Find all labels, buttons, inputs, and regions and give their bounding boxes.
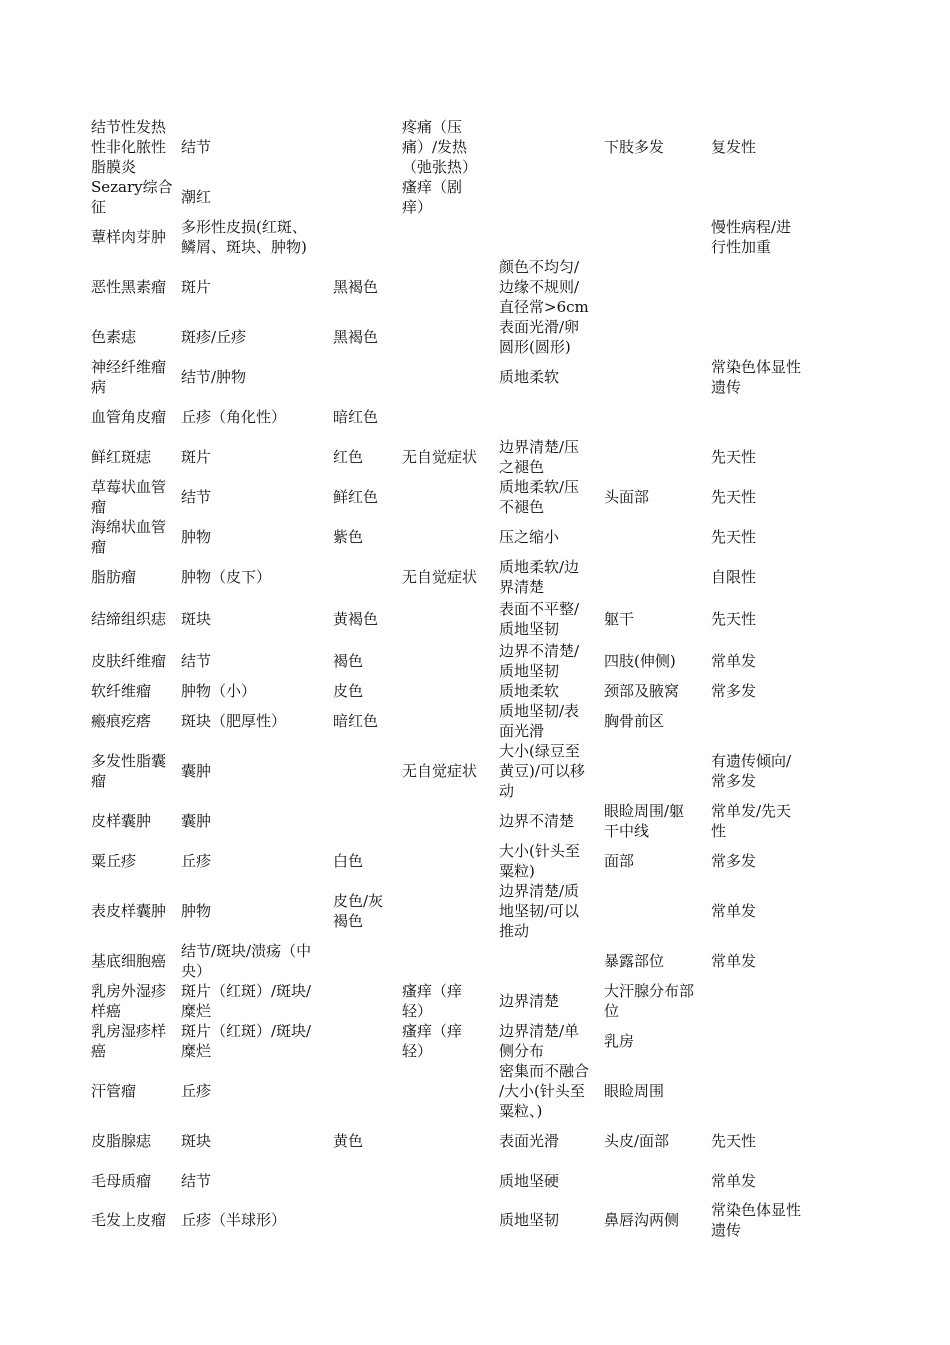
cell-disease-name: 海绵状血管 瘤	[91, 518, 167, 556]
table-row	[88, 1061, 818, 1121]
cell-color: 白色	[333, 852, 364, 870]
cell-color: 紫色	[333, 528, 364, 546]
cell-location	[601, 741, 708, 801]
cell-lesion-type: 斑块	[181, 1132, 212, 1150]
cell-symptom	[399, 881, 496, 941]
cell-location: 暴露部位	[604, 952, 665, 970]
cell-note: 先天性	[711, 448, 757, 466]
table-row	[88, 557, 818, 597]
cell-lesion-type: 结节	[181, 488, 212, 506]
cell-disease-name: 表皮样囊肿	[91, 902, 167, 920]
cell-location	[601, 177, 708, 217]
cell-feature: 边界不清楚	[499, 812, 575, 830]
cell-color: 黑褐色	[333, 328, 379, 346]
cell-disease-name: 瘢痕疙瘩	[91, 712, 152, 730]
cell-lesion-type: 斑片（红斑）/斑块/ 糜烂	[181, 1022, 312, 1060]
cell-symptom	[399, 640, 496, 681]
table-row	[88, 217, 818, 257]
cell-color: 黄褐色	[333, 609, 379, 628]
cell-feature: 质地柔软	[499, 682, 560, 700]
table-row	[88, 477, 818, 517]
cell-note	[708, 981, 818, 1021]
cell-color	[330, 1021, 399, 1061]
table-row	[88, 597, 818, 640]
table-row	[88, 397, 818, 437]
cell-lesion-type: 结节	[181, 651, 212, 670]
cell-feature: 表面光滑	[499, 1132, 560, 1150]
cell-disease-name: 色素痣	[91, 328, 137, 346]
cell-note: 先天性	[711, 609, 757, 628]
cell-symptom	[399, 701, 496, 741]
cell-color	[330, 357, 399, 397]
cell-note: 有遗传倾向/ 常多发	[711, 752, 792, 790]
cell-lesion-type: 结节	[181, 1171, 212, 1190]
cell-disease-name: 皮肤纤维瘤	[91, 651, 167, 670]
table-row	[88, 1200, 818, 1240]
cell-note: 自限性	[711, 568, 757, 586]
cell-location: 面部	[604, 852, 635, 870]
cell-note: 先天性	[711, 1132, 757, 1150]
table-row	[88, 1121, 818, 1161]
cell-location	[601, 357, 708, 397]
cell-color	[330, 741, 399, 801]
cell-note: 常多发	[711, 852, 757, 870]
cell-location: 头皮/面部	[604, 1132, 670, 1150]
cell-symptom	[399, 1061, 496, 1121]
cell-feature	[496, 177, 601, 217]
cell-disease-name: 蕈样肉芽肿	[91, 228, 167, 246]
cell-symptom	[399, 257, 496, 317]
cell-note	[708, 177, 818, 217]
cell-note: 先天性	[711, 528, 757, 546]
table-row	[88, 357, 818, 397]
cell-symptom	[399, 941, 496, 981]
cell-lesion-type: 丘疹（角化性）	[181, 408, 287, 426]
cell-note: 常染色体显性 遗传	[711, 1201, 802, 1239]
cell-symptom	[399, 397, 496, 437]
cell-color: 褐色	[333, 651, 364, 670]
cell-disease-name: 结缔组织痣	[91, 609, 167, 628]
table-row	[88, 257, 818, 317]
table-row	[88, 741, 818, 801]
cell-location	[601, 881, 708, 941]
cell-feature: 质地柔软	[499, 368, 560, 386]
cell-lesion-type: 斑片	[181, 448, 212, 466]
cell-note: 复发性	[711, 138, 757, 156]
cell-disease-name: 粟丘疹	[91, 852, 137, 870]
table-row	[88, 437, 818, 477]
table-row	[88, 1161, 818, 1200]
table-row	[88, 177, 818, 217]
cell-location	[601, 517, 708, 557]
cell-location	[601, 1161, 708, 1200]
cell-color: 鲜红色	[333, 488, 379, 506]
cell-disease-name: 汗管瘤	[91, 1082, 137, 1100]
cell-location	[601, 557, 708, 597]
cell-disease-name: Sezary综合 征	[91, 178, 173, 216]
cell-location: 下肢多发	[604, 138, 665, 156]
table-row	[88, 517, 818, 557]
cell-location	[601, 317, 708, 357]
cell-color	[330, 557, 399, 597]
cell-lesion-type: 斑片（红斑）/斑块/ 糜烂	[181, 982, 312, 1020]
cell-disease-name: 多发性脂囊 瘤	[91, 752, 167, 790]
cell-symptom: 瘙痒（剧 痒）	[402, 178, 463, 216]
cell-lesion-type: 斑疹/丘疹	[181, 328, 247, 346]
cell-location: 躯干	[604, 609, 635, 628]
cell-disease-name: 血管角皮瘤	[91, 408, 167, 426]
cell-symptom	[399, 317, 496, 357]
cell-lesion-type: 斑块（肥厚性）	[181, 712, 287, 730]
cell-disease-name: 乳房湿疹样 癌	[91, 1022, 167, 1060]
cell-color	[330, 177, 399, 217]
cell-symptom: 瘙痒（痒 轻）	[402, 1022, 463, 1060]
cell-disease-name: 恶性黑素瘤	[91, 278, 167, 296]
cell-feature: 质地柔软/压 不褪色	[499, 478, 580, 516]
cell-feature: 表面不平整/ 质地坚韧	[499, 599, 580, 638]
cell-lesion-type: 斑块	[181, 609, 212, 628]
cell-color: 皮色	[333, 682, 364, 700]
cell-disease-name: 皮脂腺痣	[91, 1132, 152, 1150]
cell-location: 眼睑周围/躯 干中线	[604, 802, 685, 840]
cell-color: 黄色	[333, 1132, 364, 1150]
cell-lesion-type: 囊肿	[181, 812, 212, 830]
cell-disease-name: 结节性发热 性非化脓性 脂膜炎	[91, 118, 167, 176]
cell-symptom	[399, 477, 496, 517]
cell-disease-name: 鲜红斑痣	[91, 448, 152, 466]
cell-symptom	[399, 357, 496, 397]
cell-lesion-type: 结节	[181, 138, 212, 156]
cell-location: 眼睑周围	[604, 1082, 665, 1100]
table-row	[88, 317, 818, 357]
cell-feature: 密集而不融合 /大小(针头至 粟粒、)	[499, 1062, 590, 1120]
cell-disease-name: 乳房外湿疹 样癌	[91, 982, 167, 1020]
table-row	[88, 841, 818, 881]
cell-symptom: 疼痛（压 痛）/发热 （弛张热）	[402, 118, 478, 176]
cell-note	[708, 397, 818, 437]
cell-feature: 边界不清楚/ 质地坚韧	[499, 641, 580, 680]
cell-location: 颈部及腋窝	[604, 682, 680, 700]
cell-location	[601, 437, 708, 477]
disease-table	[88, 117, 818, 1240]
cell-color	[330, 217, 399, 257]
cell-feature: 边界清楚/质 地坚韧/可以 推动	[499, 882, 580, 940]
cell-feature: 大小(针头至 粟粒)	[499, 842, 580, 880]
cell-lesion-type: 结节/斑块/溃疡（中 央）	[181, 942, 312, 980]
cell-symptom	[399, 597, 496, 640]
cell-feature: 质地坚韧	[499, 1211, 560, 1229]
cell-symptom: 瘙痒（痒 轻）	[402, 982, 463, 1020]
cell-feature: 表面光滑/卵 圆形(圆形)	[499, 318, 580, 356]
cell-lesion-type: 丘疹（半球形）	[181, 1211, 287, 1229]
cell-symptom	[399, 681, 496, 701]
cell-color	[330, 117, 399, 177]
cell-location	[601, 217, 708, 257]
cell-feature: 大小(绿豆至 黄豆)/可以移 动	[499, 742, 585, 800]
cell-lesion-type: 肿物（小）	[181, 682, 257, 700]
cell-location: 鼻唇沟两侧	[604, 1211, 680, 1229]
cell-location: 乳房	[604, 1032, 635, 1050]
cell-color	[330, 801, 399, 841]
cell-feature: 边界清楚	[499, 992, 560, 1010]
cell-note: 常单发/先天 性	[711, 802, 792, 840]
table-row	[88, 1021, 818, 1061]
cell-location: 大汗腺分布部 位	[604, 982, 695, 1020]
cell-lesion-type: 斑片	[181, 278, 212, 296]
cell-note: 常多发	[711, 682, 757, 700]
cell-note: 常单发	[711, 1171, 757, 1190]
cell-lesion-type: 多形性皮损(红斑、 鳞屑、斑块、肿物)	[181, 218, 307, 256]
cell-note	[708, 1061, 818, 1121]
cell-lesion-type: 肿物	[181, 528, 212, 546]
table-row	[88, 681, 818, 701]
cell-feature: 压之缩小	[499, 528, 560, 546]
cell-location: 头面部	[604, 488, 650, 506]
cell-location: 四肢(伸侧)	[604, 651, 676, 670]
cell-lesion-type: 丘疹	[181, 1082, 212, 1100]
cell-feature	[496, 217, 601, 257]
cell-color	[330, 1200, 399, 1240]
cell-symptom	[399, 517, 496, 557]
table-row	[88, 117, 818, 177]
cell-location	[601, 397, 708, 437]
cell-feature	[496, 117, 601, 177]
cell-note: 慢性病程/进 行性加重	[711, 218, 792, 256]
cell-lesion-type: 潮红	[181, 188, 212, 206]
cell-disease-name: 草莓状血管 瘤	[91, 478, 167, 516]
cell-symptom	[399, 1161, 496, 1200]
table-row	[88, 881, 818, 941]
cell-disease-name: 毛母质瘤	[91, 1171, 152, 1190]
table-row	[88, 701, 818, 741]
cell-symptom	[399, 841, 496, 881]
cell-lesion-type: 肿物	[181, 902, 212, 920]
cell-feature	[496, 941, 601, 981]
table-row	[88, 981, 818, 1021]
cell-note	[708, 257, 818, 317]
cell-feature	[496, 397, 601, 437]
cell-location: 胸骨前区	[604, 712, 665, 730]
cell-note	[708, 701, 818, 741]
cell-lesion-type: 囊肿	[181, 762, 212, 780]
cell-color: 红色	[333, 448, 364, 466]
cell-disease-name: 脂肪瘤	[91, 568, 137, 586]
table-body	[88, 117, 818, 1240]
cell-note: 常单发	[711, 651, 757, 670]
cell-color: 黑褐色	[333, 278, 379, 296]
cell-color	[330, 981, 399, 1021]
cell-lesion-type: 结节/肿物	[181, 368, 247, 386]
table-row	[88, 941, 818, 981]
cell-color	[330, 1061, 399, 1121]
cell-color: 暗红色	[333, 408, 379, 426]
cell-note: 常单发	[711, 902, 757, 920]
cell-feature: 质地柔软/边 界清楚	[499, 558, 580, 596]
cell-symptom: 无自觉症状	[402, 762, 478, 780]
cell-feature: 质地坚硬	[499, 1171, 560, 1190]
cell-symptom	[399, 801, 496, 841]
cell-note: 常染色体显性 遗传	[711, 358, 802, 396]
cell-symptom: 无自觉症状	[402, 568, 478, 586]
cell-note	[708, 317, 818, 357]
table-row	[88, 801, 818, 841]
cell-disease-name: 神经纤维瘤 病	[91, 358, 167, 396]
cell-note: 先天性	[711, 488, 757, 506]
cell-disease-name: 毛发上皮瘤	[91, 1211, 167, 1229]
cell-color: 暗红色	[333, 712, 379, 730]
cell-lesion-type: 丘疹	[181, 852, 212, 870]
cell-color	[330, 941, 399, 981]
cell-symptom	[399, 217, 496, 257]
cell-symptom: 无自觉症状	[402, 448, 478, 466]
cell-feature: 边界清楚/压 之褪色	[499, 438, 580, 476]
cell-feature: 边界清楚/单 侧分布	[499, 1022, 580, 1060]
cell-note: 常单发	[711, 952, 757, 970]
cell-symptom	[399, 1121, 496, 1161]
cell-disease-name: 基底细胞癌	[91, 952, 167, 970]
cell-note	[708, 1021, 818, 1061]
cell-color: 皮色/灰 褐色	[333, 892, 384, 930]
cell-location	[601, 257, 708, 317]
cell-feature: 质地坚韧/表 面光滑	[499, 702, 580, 740]
cell-feature: 颜色不均匀/ 边缘不规则/ 直径常>6cm	[499, 258, 589, 316]
table-row	[88, 640, 818, 681]
cell-color	[330, 1161, 399, 1200]
cell-disease-name: 皮样囊肿	[91, 812, 152, 830]
cell-disease-name: 软纤维瘤	[91, 682, 152, 700]
cell-symptom	[399, 1200, 496, 1240]
cell-lesion-type: 肿物（皮下）	[181, 568, 272, 586]
